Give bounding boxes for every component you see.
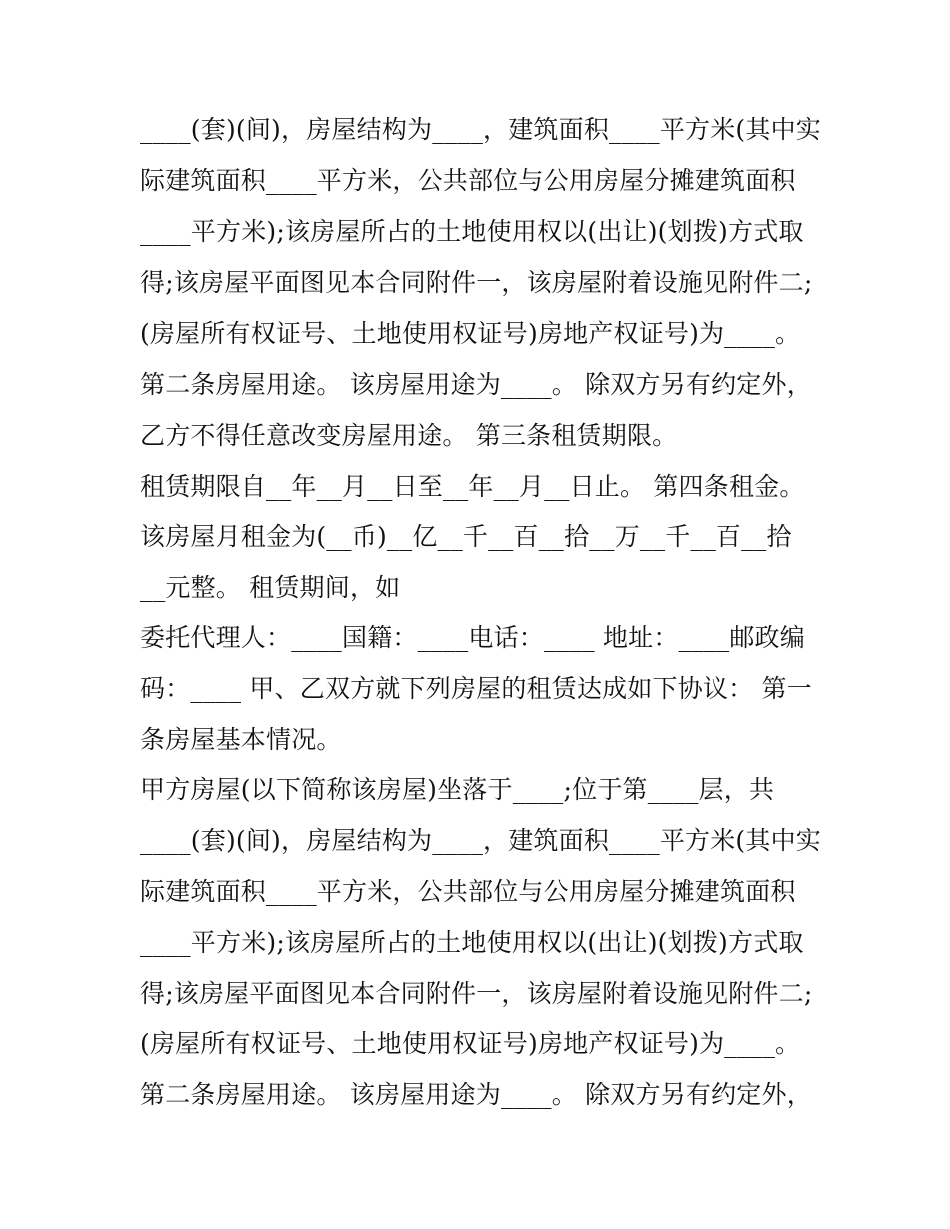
text-line: (房屋所有权证号、土地使用权证号)房地产权证号)为____。 <box>140 1029 801 1058</box>
text-line: __元整。 租赁期间，如 <box>140 573 401 602</box>
text-line: 甲方房屋(以下简称该房屋)坐落于____;位于第____层，共 <box>140 775 775 804</box>
text-line: 委托代理人：____国籍：____电话：____ 地址：____邮政编 <box>140 623 805 652</box>
text-line: 得;该房屋平面图见本合同附件一，该房屋附着设施见附件二; <box>140 979 813 1008</box>
text-line: 条房屋基本情况。 <box>140 725 342 754</box>
text-line: ____(套)(间)，房屋结构为____，建筑面积____平方米(其中实 <box>140 826 821 855</box>
text-line: 码：____ 甲、乙双方就下列房屋的租赁达成如下协议： 第一 <box>140 674 812 703</box>
text-line: 第二条房屋用途。 该房屋用途为____。 除双方另有约定外， <box>140 370 812 399</box>
text-line: ____平方米);该房屋所占的土地使用权以(出让)(划拨)方式取 <box>140 217 804 246</box>
text-line: 际建筑面积____平方米，公共部位与公用房屋分摊建筑面积 <box>140 166 796 195</box>
text-line: 乙方不得任意改变房屋用途。 第三条租赁期限。 <box>140 421 678 450</box>
text-line: ____平方米);该房屋所占的土地使用权以(出让)(划拨)方式取 <box>140 928 804 957</box>
text-line: 得;该房屋平面图见本合同附件一，该房屋附着设施见附件二; <box>140 268 813 297</box>
text-line: (房屋所有权证号、土地使用权证号)房地产权证号)为____。 <box>140 319 801 348</box>
text-line: ____(套)(间)，房屋结构为____，建筑面积____平方米(其中实 <box>140 115 821 144</box>
text-line: 该房屋月租金为(__币)__亿__千__百__拾__万__千__百__拾 <box>140 522 792 551</box>
text-line: 第二条房屋用途。 该房屋用途为____。 除双方另有约定外， <box>140 1080 812 1109</box>
text-line: 际建筑面积____平方米，公共部位与公用房屋分摊建筑面积 <box>140 877 796 906</box>
text-line: 租赁期限自__年__月__日至__年__月__日止。 第四条租金。 <box>140 472 805 501</box>
